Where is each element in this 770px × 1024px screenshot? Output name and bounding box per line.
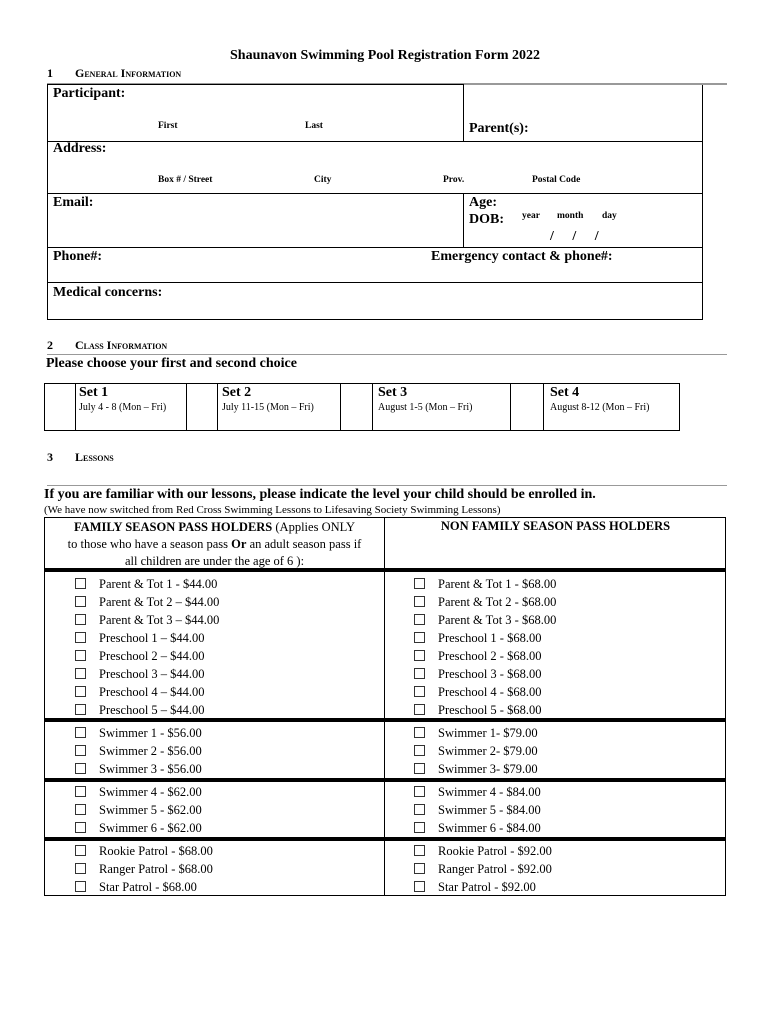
lesson-option-label: Preschool 3 – $44.00	[99, 667, 205, 681]
lesson-checkbox[interactable]	[75, 845, 86, 856]
lesson-option-family[interactable]	[75, 629, 205, 647]
lesson-option-label: Rookie Patrol - $68.00	[99, 844, 213, 858]
lesson-option-family[interactable]	[75, 819, 202, 837]
lesson-checkbox[interactable]	[414, 614, 425, 625]
lesson-checkbox[interactable]	[75, 650, 86, 661]
lesson-option-family[interactable]	[75, 878, 197, 896]
dob-label: DOB:	[469, 212, 504, 227]
lesson-option-non-family[interactable]	[414, 842, 552, 860]
set-2-info: Set 2 July 11-15 (Mon – Fri)	[222, 385, 314, 413]
lesson-checkbox[interactable]	[75, 881, 86, 892]
group-separator	[45, 778, 726, 782]
section-lessons-heading: 3 Lessons	[47, 450, 114, 464]
lesson-option-label: Preschool 2 - $68.00	[438, 649, 542, 663]
lesson-option-label: Preschool 4 – $44.00	[99, 685, 205, 699]
lesson-option-label: Swimmer 2- $79.00	[438, 744, 538, 758]
lesson-checkbox[interactable]	[414, 727, 425, 738]
lesson-option-label: Swimmer 1 - $56.00	[99, 726, 202, 740]
set-1-choice-box[interactable]	[45, 384, 75, 430]
age-label: Age:	[469, 195, 497, 210]
lesson-option-family[interactable]	[75, 665, 205, 683]
lessons-heading: If you are familiar with our lessons, please indicate the level your child should be enrolled in.	[44, 487, 596, 502]
lesson-option-non-family[interactable]	[414, 647, 541, 665]
parents-label: Parent(s):	[469, 121, 529, 136]
phone-label: Phone#:	[53, 249, 102, 264]
lesson-option-family[interactable]	[75, 783, 202, 801]
lesson-option-family[interactable]	[75, 842, 213, 860]
lesson-option-non-family[interactable]	[414, 611, 556, 629]
dob-slashes: / / /	[550, 229, 599, 244]
lesson-option-label: Swimmer 2 - $56.00	[99, 744, 202, 758]
dob-month-hint: month	[557, 211, 584, 221]
divider	[47, 485, 727, 486]
lesson-checkbox[interactable]	[414, 578, 425, 589]
lesson-checkbox[interactable]	[414, 704, 425, 715]
lesson-checkbox[interactable]	[414, 863, 425, 874]
lesson-option-non-family[interactable]	[414, 724, 538, 742]
lesson-checkbox[interactable]	[414, 804, 425, 815]
lesson-checkbox[interactable]	[414, 763, 425, 774]
lesson-option-label: Star Patrol - $92.00	[438, 880, 536, 894]
lesson-option-non-family[interactable]	[414, 860, 552, 878]
lesson-option-label: Preschool 2 – $44.00	[99, 649, 205, 663]
lesson-option-family[interactable]	[75, 701, 205, 719]
lesson-checkbox[interactable]	[75, 822, 86, 833]
lesson-option-label: Swimmer 3 - $56.00	[99, 762, 202, 776]
lesson-checkbox[interactable]	[75, 596, 86, 607]
form-title: Shaunavon Swimming Pool Registration Form 2022	[230, 48, 540, 63]
lesson-option-label: Swimmer 3- $79.00	[438, 762, 538, 776]
dob-day-hint: day	[602, 211, 617, 221]
lesson-option-label: Swimmer 4 - $84.00	[438, 785, 541, 799]
lesson-checkbox[interactable]	[414, 786, 425, 797]
lesson-option-label: Parent & Tot 3 – $44.00	[99, 613, 220, 627]
lesson-checkbox[interactable]	[75, 727, 86, 738]
lesson-checkbox[interactable]	[75, 668, 86, 679]
lesson-option-non-family[interactable]	[414, 701, 541, 719]
address-label: Address:	[53, 141, 107, 156]
lesson-checkbox[interactable]	[75, 704, 86, 715]
lesson-option-label: Preschool 4 - $68.00	[438, 685, 542, 699]
lesson-checkbox[interactable]	[414, 745, 425, 756]
dob-year-hint: year	[522, 211, 540, 221]
lesson-option-label: Preschool 1 - $68.00	[438, 631, 542, 645]
lesson-option-label: Swimmer 5 - $84.00	[438, 803, 541, 817]
lesson-option-label: Preschool 5 - $68.00	[438, 703, 542, 717]
lesson-option-non-family[interactable]	[414, 593, 556, 611]
lesson-option-family[interactable]	[75, 860, 213, 878]
lesson-option-label: Swimmer 4 - $62.00	[99, 785, 202, 799]
lesson-checkbox[interactable]	[414, 881, 425, 892]
lesson-option-label: Parent & Tot 1 - $44.00	[99, 577, 218, 591]
lesson-option-label: Parent & Tot 3 - $68.00	[438, 613, 557, 627]
section-general-heading: 1 General Information	[47, 66, 182, 80]
non-family-pass-header: NON FAMILY SEASON PASS HOLDERS	[440, 519, 671, 533]
lesson-option-label: Swimmer 6 - $62.00	[99, 821, 202, 835]
first-name-hint: First	[158, 121, 178, 131]
set-3-choice-box[interactable]	[341, 384, 372, 430]
lesson-option-family[interactable]	[75, 611, 219, 629]
street-hint: Box # / Street	[158, 175, 213, 185]
lesson-option-label: Preschool 5 – $44.00	[99, 703, 205, 717]
set-4-info: Set 4 August 8-12 (Mon – Fri)	[550, 385, 650, 413]
lesson-option-family[interactable]	[75, 593, 219, 611]
lesson-option-family[interactable]	[75, 742, 202, 760]
lesson-option-label: Star Patrol - $68.00	[99, 880, 197, 894]
lesson-checkbox[interactable]	[75, 745, 86, 756]
lesson-checkbox[interactable]	[75, 863, 86, 874]
lesson-checkbox[interactable]	[75, 632, 86, 643]
lesson-option-non-family[interactable]	[414, 683, 541, 701]
lesson-option-label: Parent & Tot 2 – $44.00	[99, 595, 220, 609]
lesson-option-non-family[interactable]	[414, 783, 541, 801]
section-class-heading: 2 Class Information	[47, 338, 168, 352]
lesson-checkbox[interactable]	[75, 578, 86, 589]
lesson-checkbox[interactable]	[75, 614, 86, 625]
lesson-checkbox[interactable]	[75, 786, 86, 797]
group-separator	[45, 837, 726, 841]
class-choice-prompt: Please choose your first and second choice	[46, 356, 297, 371]
lesson-option-family[interactable]	[75, 647, 205, 665]
postal-code-hint: Postal Code	[532, 175, 581, 185]
lesson-option-family[interactable]	[75, 801, 202, 819]
divider	[47, 354, 727, 355]
set-2-choice-box[interactable]	[187, 384, 217, 430]
participant-label: Participant:	[53, 86, 126, 101]
lesson-checkbox[interactable]	[75, 686, 86, 697]
lesson-option-label: Ranger Patrol - $68.00	[99, 862, 213, 876]
lesson-option-non-family[interactable]	[414, 665, 541, 683]
lesson-checkbox[interactable]	[414, 822, 425, 833]
lesson-option-label: Preschool 1 – $44.00	[99, 631, 205, 645]
lesson-option-non-family[interactable]	[414, 819, 541, 837]
lesson-checkbox[interactable]	[414, 596, 425, 607]
lesson-option-label: Parent & Tot 2 - $68.00	[438, 595, 557, 609]
lesson-option-non-family[interactable]	[414, 742, 538, 760]
lesson-option-non-family[interactable]	[414, 878, 536, 896]
lesson-checkbox[interactable]	[414, 632, 425, 643]
lesson-checkbox[interactable]	[75, 804, 86, 815]
family-pass-header: FAMILY SEASON PASS HOLDERS (Applies ONLY to those who have a season pass Or an adult season pass if all children are under the age of 6 ):	[67, 520, 362, 568]
lesson-option-label: Swimmer 1- $79.00	[438, 726, 538, 740]
city-hint: City	[314, 175, 332, 185]
lesson-option-label: Parent & Tot 1 - $68.00	[438, 577, 557, 591]
lessons-note: (We have now switched from Red Cross Swimming Lessons to Lifesaving Society Swimming Lessons)	[44, 504, 501, 516]
set-1-info: Set 1 July 4 - 8 (Mon – Fri)	[79, 385, 167, 413]
lesson-option-family[interactable]	[75, 683, 205, 701]
lesson-checkbox[interactable]	[414, 686, 425, 697]
lesson-checkbox[interactable]	[414, 845, 425, 856]
lesson-option-non-family[interactable]	[414, 575, 556, 593]
group-separator	[45, 568, 726, 572]
lesson-checkbox[interactable]	[75, 763, 86, 774]
lesson-option-non-family[interactable]	[414, 760, 538, 778]
lesson-option-non-family[interactable]	[414, 801, 541, 819]
lesson-option-label: Rookie Patrol - $92.00	[438, 844, 552, 858]
email-label: Email:	[53, 195, 94, 210]
lesson-checkbox[interactable]	[414, 668, 425, 679]
lesson-option-label: Swimmer 5 - $62.00	[99, 803, 202, 817]
lesson-option-family[interactable]	[75, 760, 202, 778]
medical-concerns-label: Medical concerns:	[53, 285, 163, 300]
province-hint: Prov.	[443, 175, 465, 185]
set-3-info: Set 3 August 1-5 (Mon – Fri)	[378, 385, 473, 413]
emergency-contact-label: Emergency contact & phone#:	[431, 249, 613, 264]
set-4-choice-box[interactable]	[511, 384, 543, 430]
lesson-option-label: Preschool 3 - $68.00	[438, 667, 542, 681]
lesson-option-non-family[interactable]	[414, 629, 541, 647]
lesson-checkbox[interactable]	[414, 650, 425, 661]
lesson-option-family[interactable]	[75, 575, 217, 593]
lesson-option-label: Swimmer 6 - $84.00	[438, 821, 541, 835]
lesson-option-family[interactable]	[75, 724, 202, 742]
lesson-option-label: Ranger Patrol - $92.00	[438, 862, 552, 876]
last-name-hint: Last	[305, 121, 323, 131]
